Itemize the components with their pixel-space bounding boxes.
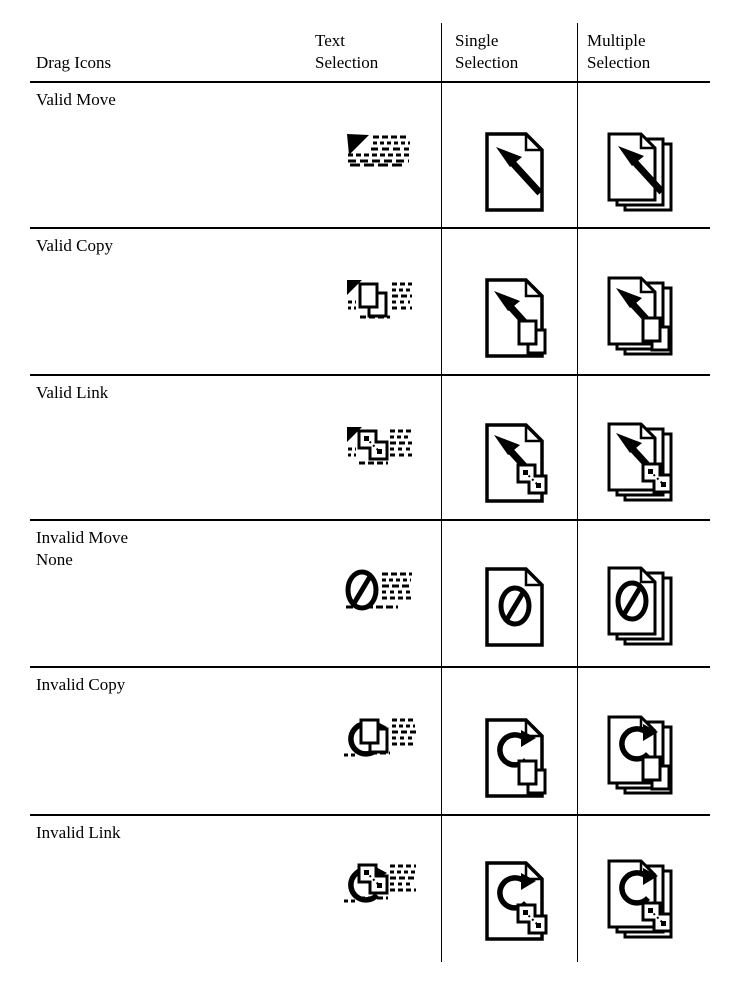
row-label-invalid-link: Invalid Link (36, 823, 121, 842)
row-rule-3 (30, 519, 710, 521)
column-header-multiple-selection (587, 30, 650, 74)
valid-move-multiple-glyph (605, 128, 683, 218)
valid-move-single-icon (484, 130, 548, 214)
invalid-move-single-glyph (484, 565, 548, 649)
valid-move-text-glyph (346, 133, 412, 167)
invalid-link-text-icon (342, 858, 416, 904)
row-label-invalid-copy: Invalid Copy (36, 675, 126, 694)
invalid-copy-text-glyph (342, 712, 416, 758)
valid-link-single-glyph (484, 421, 548, 505)
row-rule-2 (30, 374, 710, 376)
invalid-copy-multiple-icon (605, 711, 683, 801)
column-divider-2 (577, 23, 578, 962)
row-rule-1 (30, 227, 710, 229)
invalid-move-single-icon (484, 565, 548, 649)
column-divider-1 (441, 23, 442, 962)
valid-copy-multiple-icon (605, 272, 683, 362)
header-line: Single (455, 31, 499, 50)
invalid-copy-single-icon (484, 716, 548, 800)
header-rule (30, 81, 710, 83)
header-line: Selection (315, 53, 379, 72)
header-line: Selection (587, 53, 651, 72)
valid-copy-single-icon (484, 276, 548, 360)
valid-link-single-icon (484, 421, 548, 505)
row-label-valid-copy: Valid Copy (36, 236, 113, 255)
valid-link-multiple-glyph (605, 418, 683, 508)
invalid-move-text-icon (342, 566, 412, 612)
invalid-copy-single-glyph (484, 716, 548, 800)
invalid-move-multiple-glyph (605, 562, 683, 652)
invalid-move-text-glyph (342, 566, 412, 612)
column-header-text-selection (315, 30, 378, 74)
valid-link-text-glyph (346, 426, 412, 466)
invalid-copy-multiple-glyph (605, 711, 683, 801)
valid-copy-text-glyph (346, 279, 412, 319)
invalid-move-multiple-icon (605, 562, 683, 652)
valid-copy-multiple-glyph (605, 272, 683, 362)
invalid-link-multiple-glyph (605, 855, 683, 945)
row-rule-4 (30, 666, 710, 668)
header-line: Selection (455, 53, 519, 72)
invalid-link-text-glyph (342, 858, 416, 904)
invalid-link-single-glyph (484, 859, 548, 943)
valid-copy-text-icon (346, 279, 412, 319)
valid-move-multiple-icon (605, 128, 683, 218)
valid-link-text-icon (346, 426, 412, 466)
column-header-single-selection (455, 30, 518, 74)
column-header-drag-icons: Drag Icons (36, 53, 112, 72)
row-label-invalid-move: Invalid Move (36, 528, 129, 547)
invalid-copy-text-icon (342, 712, 416, 758)
valid-copy-single-glyph (484, 276, 548, 360)
valid-move-text-icon (346, 133, 412, 167)
row-sublabel-none: None (36, 550, 73, 569)
invalid-link-single-icon (484, 859, 548, 943)
row-label-valid-move: Valid Move (36, 90, 116, 109)
header-line: Text (315, 31, 345, 50)
header-line: Multiple (587, 31, 646, 50)
valid-move-single-glyph (484, 130, 548, 214)
row-label-valid-link: Valid Link (36, 383, 109, 402)
invalid-link-multiple-icon (605, 855, 683, 945)
row-rule-5 (30, 814, 710, 816)
valid-link-multiple-icon (605, 418, 683, 508)
